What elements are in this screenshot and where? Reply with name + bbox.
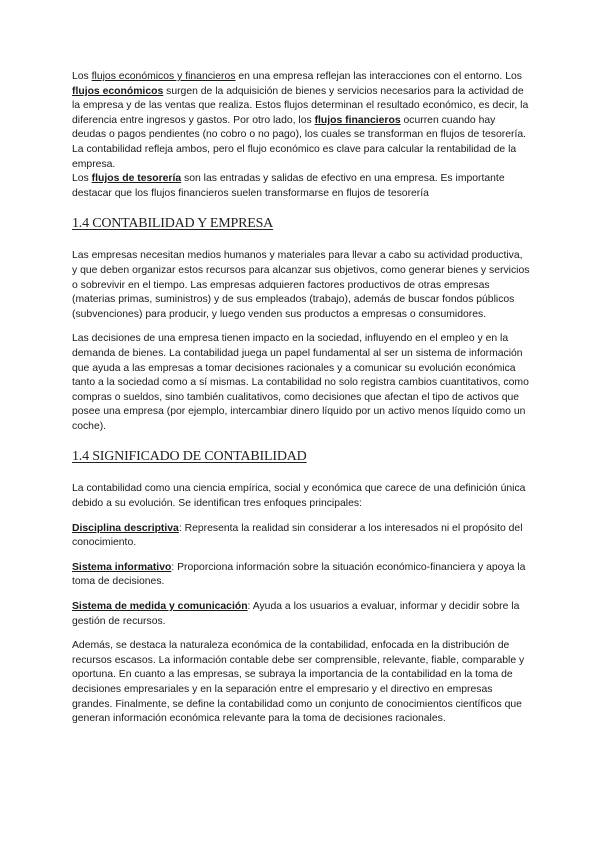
text-run: son las entradas y salidas de efectivo en una empresa. Es importante destacar que los flujos financieros suelen transformarse en flujos de tesorería [72,173,505,199]
section2-intro: La contabilidad como una ciencia empírica, social y económica que carece de una definición única debido a su evolución. Se identifican tres enfoques principales: [72,483,526,510]
intro-paragraph-treasury [72,172,530,201]
term-financial-flows: flujos financieros [314,114,401,126]
approach-term: Sistema informativo [72,561,172,573]
approach-term: Sistema de medida y comunicación [72,601,248,613]
approach-text: : Ayuda a los usuarios a evaluar, informar y decidir sobre la gestión de recursos. [72,601,520,627]
text-run: ocurren cuando hay deudas o pagos pendientes (no cobro o no pago), los cuales se transforman en flujos de tesorería. La contabilidad refleja ambos, pero el flujo económico es clave para calcular la rentabilidad de la empresa. [72,114,527,170]
term-economic-flows: flujos económicos [72,85,164,97]
section1-paragraph-1: Las empresas necesitan medios humanos y materiales para llevar a cabo su actividad productiva, y que deben organizar estos recursos para alcanzar sus objetivos, como generar bienes y servicios o sobrevivir en el tiempo. Las empresas adquieren factores productivos de otras empresas (materias primas, suministros) y de sus empleados (trabajo), además de buscar fondos públicos (subvenciones) para producir, y luego venden sus productos a empresas o consumidores. [72,250,530,320]
intro-paragraph-flows [72,70,530,172]
approach-text: : Representa la realidad sin considerar a los interesados ni el propósito del conocimiento. [72,522,523,549]
term-treasury-flows: flujos de tesorería [91,173,182,185]
approach-descriptive [72,522,530,551]
approach-text: : Proporciona información sobre la situación económico-financiera y apoya la toma de decisiones. [72,561,526,588]
section-heading-contabilidad-empresa: 1.4 CONTABILIDAD Y EMPRESA [72,216,274,232]
section1-paragraph-2: Las decisiones de una empresa tienen impacto en la sociedad, influyendo en el empleo y en la demanda de bienes. La contabilidad juega un papel fundamental al ser un sistema de información que ayuda a las empresas a tomar decisiones racionales y a comunicar su evolución económica tanto a la sociedad como a sí mismas. La contabilidad no solo registra cambios cuantitativos, como compras o sueldos, sino también cualitativos, como decisiones que afectan el tipo de activos que posee una empresa (por ejemplo, intercambiar dinero líquido por un activo menos líquido como un coche). [72,333,529,432]
term-economic-financial-flows: flujos económicos y financieros [91,71,236,82]
approach-term: Disciplina descriptiva [72,522,179,534]
section2-closing: Además, se destaca la naturaleza económica de la contabilidad, enfocada en la distribución de recursos escasos. La información contable debe ser comprensible, relevante, fiable, comparable y oportuna. En cuanto a las empresas, se subraya la importancia de la contabilidad en la toma de decisiones empresariales y en la separación entre el empresario y el directivo en empresas grandes. Finalmente, se define la contabilidad como un conjunto de conocimientos científicos que generan información económica relevante para la toma de decisiones racionales. [72,640,525,725]
section-heading-significado-contabilidad: 1.4 SIGNIFICADO DE CONTABILIDAD [72,449,307,465]
text-run: Los [72,173,92,185]
approach-informative [72,561,530,590]
text-run: surgen de la adquisición de bienes y servicios necesarios para la actividad de la empresa y de las ventas que realiza. Estos flujos determinan el resultado económico, es decir, la diferencia entre ingresos y gastos. Por otro lado, los [72,85,529,126]
text-run: Los [72,71,92,82]
text-run: en una empresa reflejan las interacciones con el entorno. Los [235,71,522,82]
approach-measure-communication [72,600,530,629]
